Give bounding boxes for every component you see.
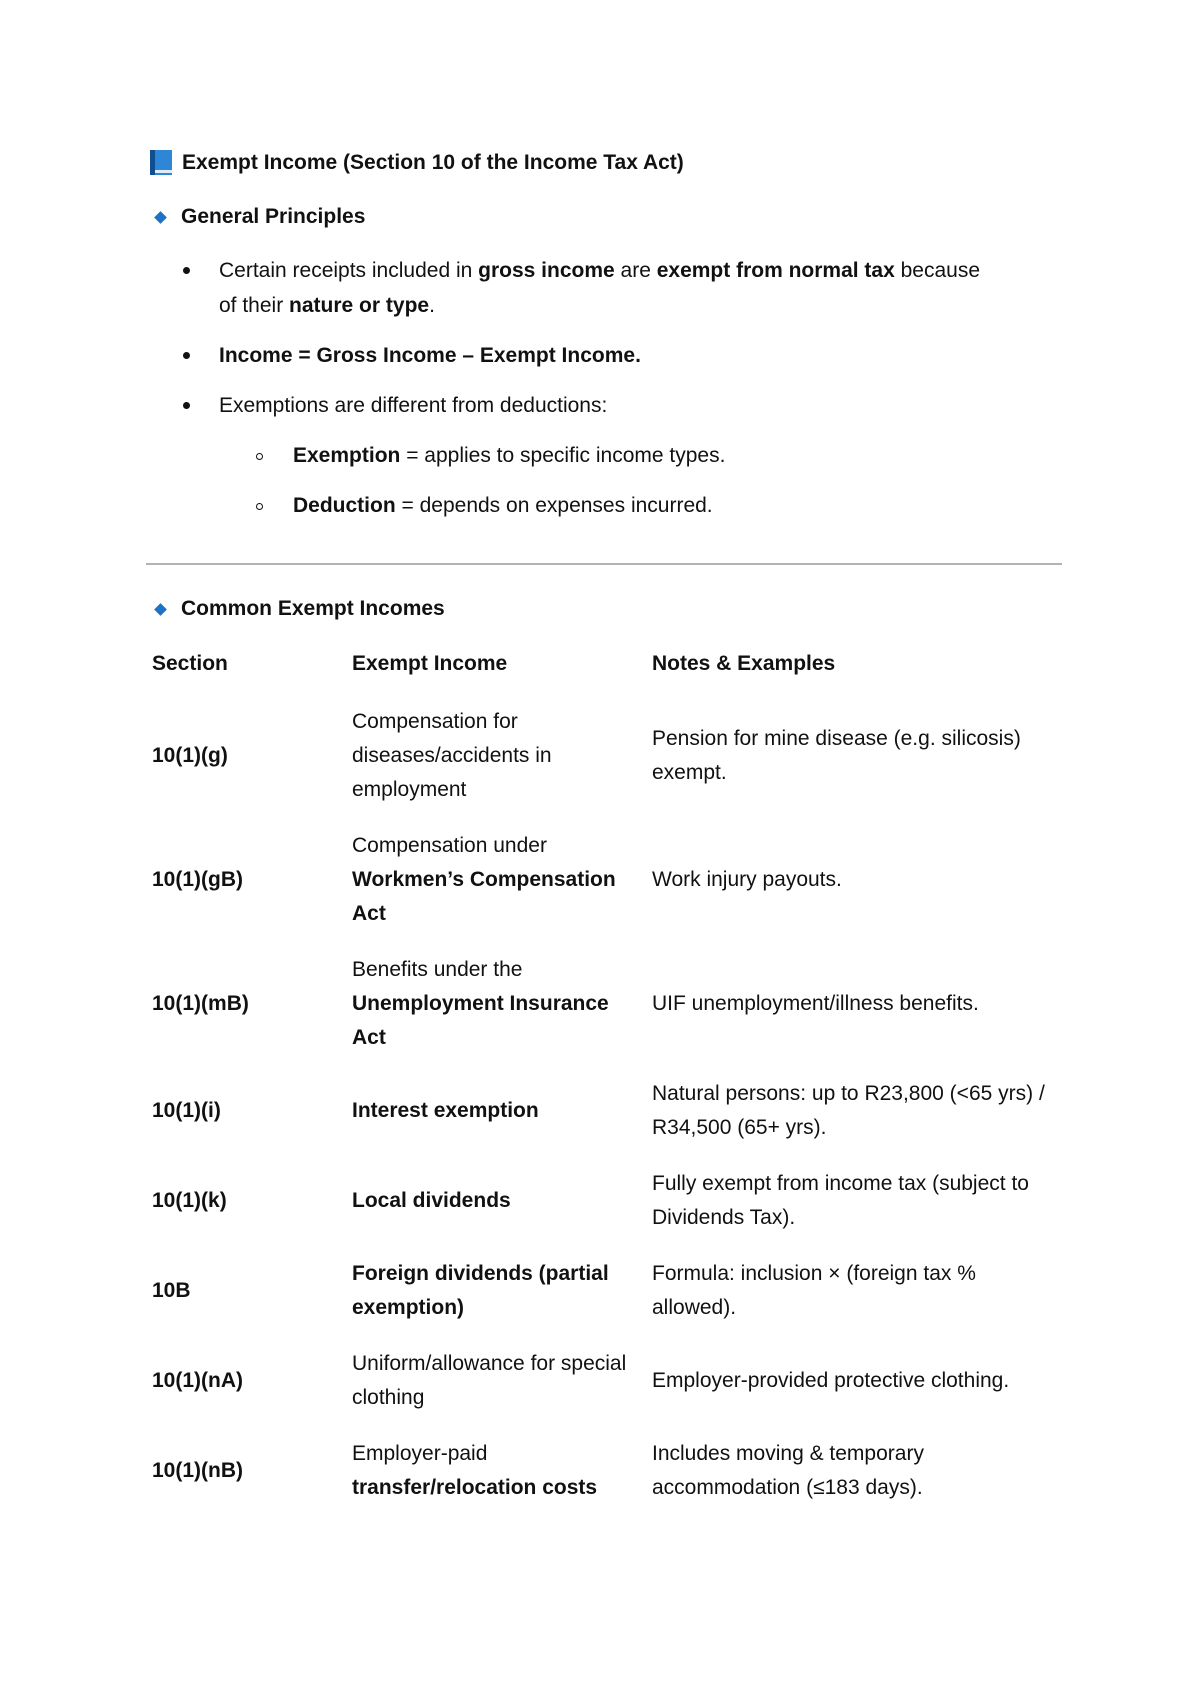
table-header-row	[146, 647, 1066, 695]
table-row	[146, 1067, 1066, 1157]
bullet-dot-icon	[183, 267, 190, 274]
column-header-notes: Notes & Examples	[652, 652, 836, 675]
income-cell: Benefits under the Unemployment Insurance Act	[352, 958, 609, 1049]
section-cell: 10(1)(mB)	[152, 992, 249, 1015]
table-row	[146, 1427, 1066, 1517]
common-exempt-incomes-heading: Common Exempt Incomes	[156, 597, 445, 621]
column-header-exempt-income: Exempt Income	[352, 652, 508, 675]
table-row	[146, 1337, 1066, 1427]
list-item: Certain receipts included in gross income are exempt from normal tax because of their nature or type.	[183, 253, 1003, 323]
income-cell: Compensation for diseases/accidents in employment	[352, 710, 552, 801]
table-row	[146, 943, 1066, 1067]
table-row	[146, 819, 1066, 943]
section-cell: 10(1)(k)	[152, 1189, 227, 1212]
general-principles-list	[183, 253, 1003, 538]
income-cell: Foreign dividends (partial exemption)	[352, 1262, 609, 1319]
sub-list-item: Exemption = applies to specific income types.	[183, 438, 1003, 473]
table-row	[146, 1247, 1066, 1337]
circle-bullet-icon	[256, 503, 263, 510]
income-cell: Local dividends	[352, 1189, 511, 1212]
circle-bullet-icon	[256, 453, 263, 460]
diamond-bullet-icon	[154, 211, 167, 224]
income-cell: Compensation under Workmen’s Compensation Act	[352, 834, 616, 925]
section-cell: 10(1)(g)	[152, 744, 228, 767]
notes-cell: Work injury payouts.	[652, 868, 842, 891]
table-row	[146, 1157, 1066, 1247]
section-cell: 10(1)(nA)	[152, 1369, 244, 1392]
horizontal-divider	[146, 563, 1062, 565]
list-item: Income = Gross Income – Exempt Income.	[183, 338, 1003, 373]
diamond-bullet-icon	[154, 603, 167, 616]
notes-cell: Pension for mine disease (e.g. silicosis) exempt.	[652, 727, 1021, 784]
exempt-income-table	[146, 647, 1066, 1517]
income-cell: Uniform/allowance for special clothing	[352, 1352, 627, 1409]
notes-cell: Fully exempt from income tax (subject to Dividends Tax).	[652, 1172, 1029, 1229]
section-cell: 10(1)(gB)	[152, 868, 244, 891]
table-row	[146, 695, 1066, 819]
document-title-text: Exempt Income (Section 10 of the Income Tax Act)	[182, 150, 684, 174]
section-cell: 10(1)(i)	[152, 1099, 221, 1122]
notes-cell: Employer-provided protective clothing.	[652, 1369, 1010, 1392]
notes-cell: Natural persons: up to R23,800 (<65 yrs) / R34,500 (65+ yrs).	[652, 1082, 1045, 1139]
notes-cell: Includes moving & temporary accommodation (≤183 days).	[652, 1442, 924, 1499]
column-header-section: Section	[152, 652, 228, 675]
document-title	[150, 150, 684, 175]
income-cell: Interest exemption	[352, 1099, 539, 1122]
income-cell: Employer-paid transfer/relocation costs	[352, 1442, 598, 1499]
section-cell: 10(1)(nB)	[152, 1459, 244, 1482]
bullet-dot-icon	[183, 402, 190, 409]
general-principles-heading: General Principles	[156, 205, 365, 229]
book-icon	[150, 150, 172, 175]
list-item: Exemptions are different from deductions:	[183, 388, 1003, 423]
bullet-dot-icon	[183, 352, 190, 359]
sub-list-item: Deduction = depends on expenses incurred.	[183, 488, 1003, 523]
notes-cell: UIF unemployment/illness benefits.	[652, 992, 979, 1015]
notes-cell: Formula: inclusion × (foreign tax % allowed).	[652, 1262, 976, 1319]
section-cell: 10B	[152, 1279, 191, 1302]
